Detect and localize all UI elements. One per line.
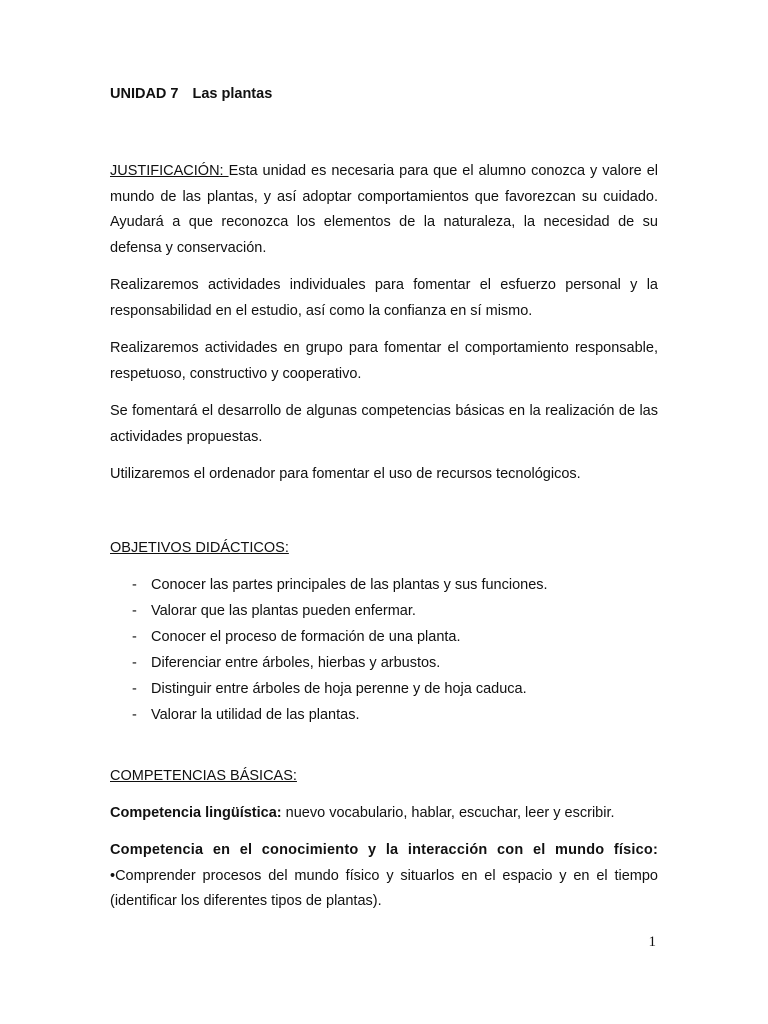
competencia-linguistica xyxy=(110,801,658,827)
bullet-dash: - xyxy=(132,602,137,619)
competencias-heading: COMPETENCIAS BÁSICAS: xyxy=(110,767,297,784)
unit-title xyxy=(110,84,658,104)
unit-name: Las plantas xyxy=(192,86,273,102)
list-item xyxy=(110,650,658,676)
competencia-mundo-fisico-label: Competencia en el conocimiento y la interacción con el mundo físico: xyxy=(110,842,658,858)
list-item xyxy=(110,676,658,702)
list-item xyxy=(110,702,658,728)
justificacion-label: JUSTIFICACIÓN: xyxy=(110,163,229,179)
paragraph-individual-activities: Realizaremos actividades individuales para fomentar el esfuerzo personal y la responsabilidad en el estudio, así como la confianza en sí mismo. xyxy=(110,277,658,319)
paragraph-computer-use: Utilizaremos el ordenador para fomentar el uso de recursos tecnológicos. xyxy=(110,466,581,482)
justificacion-text: Esta unidad es necesaria para que el alumno conozca y valore el mundo de las plantas, y así adoptar comportamientos que favorezcan su cuidado. Ayudará a que reconozca los elementos de la naturaleza, la necesidad de su defensa y conservación. xyxy=(110,163,658,256)
paragraph-competencies: Se fomentará el desarrollo de algunas competencias básicas en la realización de las actividades propuestas. xyxy=(110,403,658,445)
unit-number: UNIDAD 7 xyxy=(110,86,179,102)
objectives-list xyxy=(110,572,658,728)
list-item-text: Distinguir entre árboles de hoja perenne y de hoja caduca. xyxy=(151,680,527,697)
bullet-dash: - xyxy=(132,628,137,645)
list-item xyxy=(110,572,658,598)
objetivos-heading: OBJETIVOS DIDÁCTICOS: xyxy=(110,539,289,556)
bullet-dash: - xyxy=(132,680,137,697)
list-item-text: Valorar que las plantas pueden enfermar. xyxy=(151,602,416,619)
competencia-linguistica-label: Competencia lingüística: xyxy=(110,804,282,821)
list-item-text: Conocer el proceso de formación de una planta. xyxy=(151,628,461,645)
list-item-text: Diferenciar entre árboles, hierbas y arbustos. xyxy=(151,654,441,671)
list-item xyxy=(110,624,658,650)
competencia-mundo-fisico-text: •Comprender procesos del mundo físico y situarlos en el espacio y en el tiempo (identificar los diferentes tipos de plantas). xyxy=(110,867,658,909)
justificacion-paragraph xyxy=(110,159,658,261)
paragraph-group-activities: Realizaremos actividades en grupo para fomentar el comportamiento responsable, respetuoso, constructivo y cooperativo. xyxy=(110,340,658,382)
bullet-dash: - xyxy=(132,654,137,671)
page-number: 1 xyxy=(648,934,656,950)
bullet-dash: - xyxy=(132,706,137,723)
list-item-text: Valorar la utilidad de las plantas. xyxy=(151,706,360,723)
list-item xyxy=(110,598,658,624)
document-page xyxy=(110,84,658,915)
bullet-dash: - xyxy=(132,576,137,593)
list-item-text: Conocer las partes principales de las plantas y sus funciones. xyxy=(151,576,548,593)
competencia-linguistica-text: nuevo vocabulario, hablar, escuchar, leer y escribir. xyxy=(281,804,615,821)
